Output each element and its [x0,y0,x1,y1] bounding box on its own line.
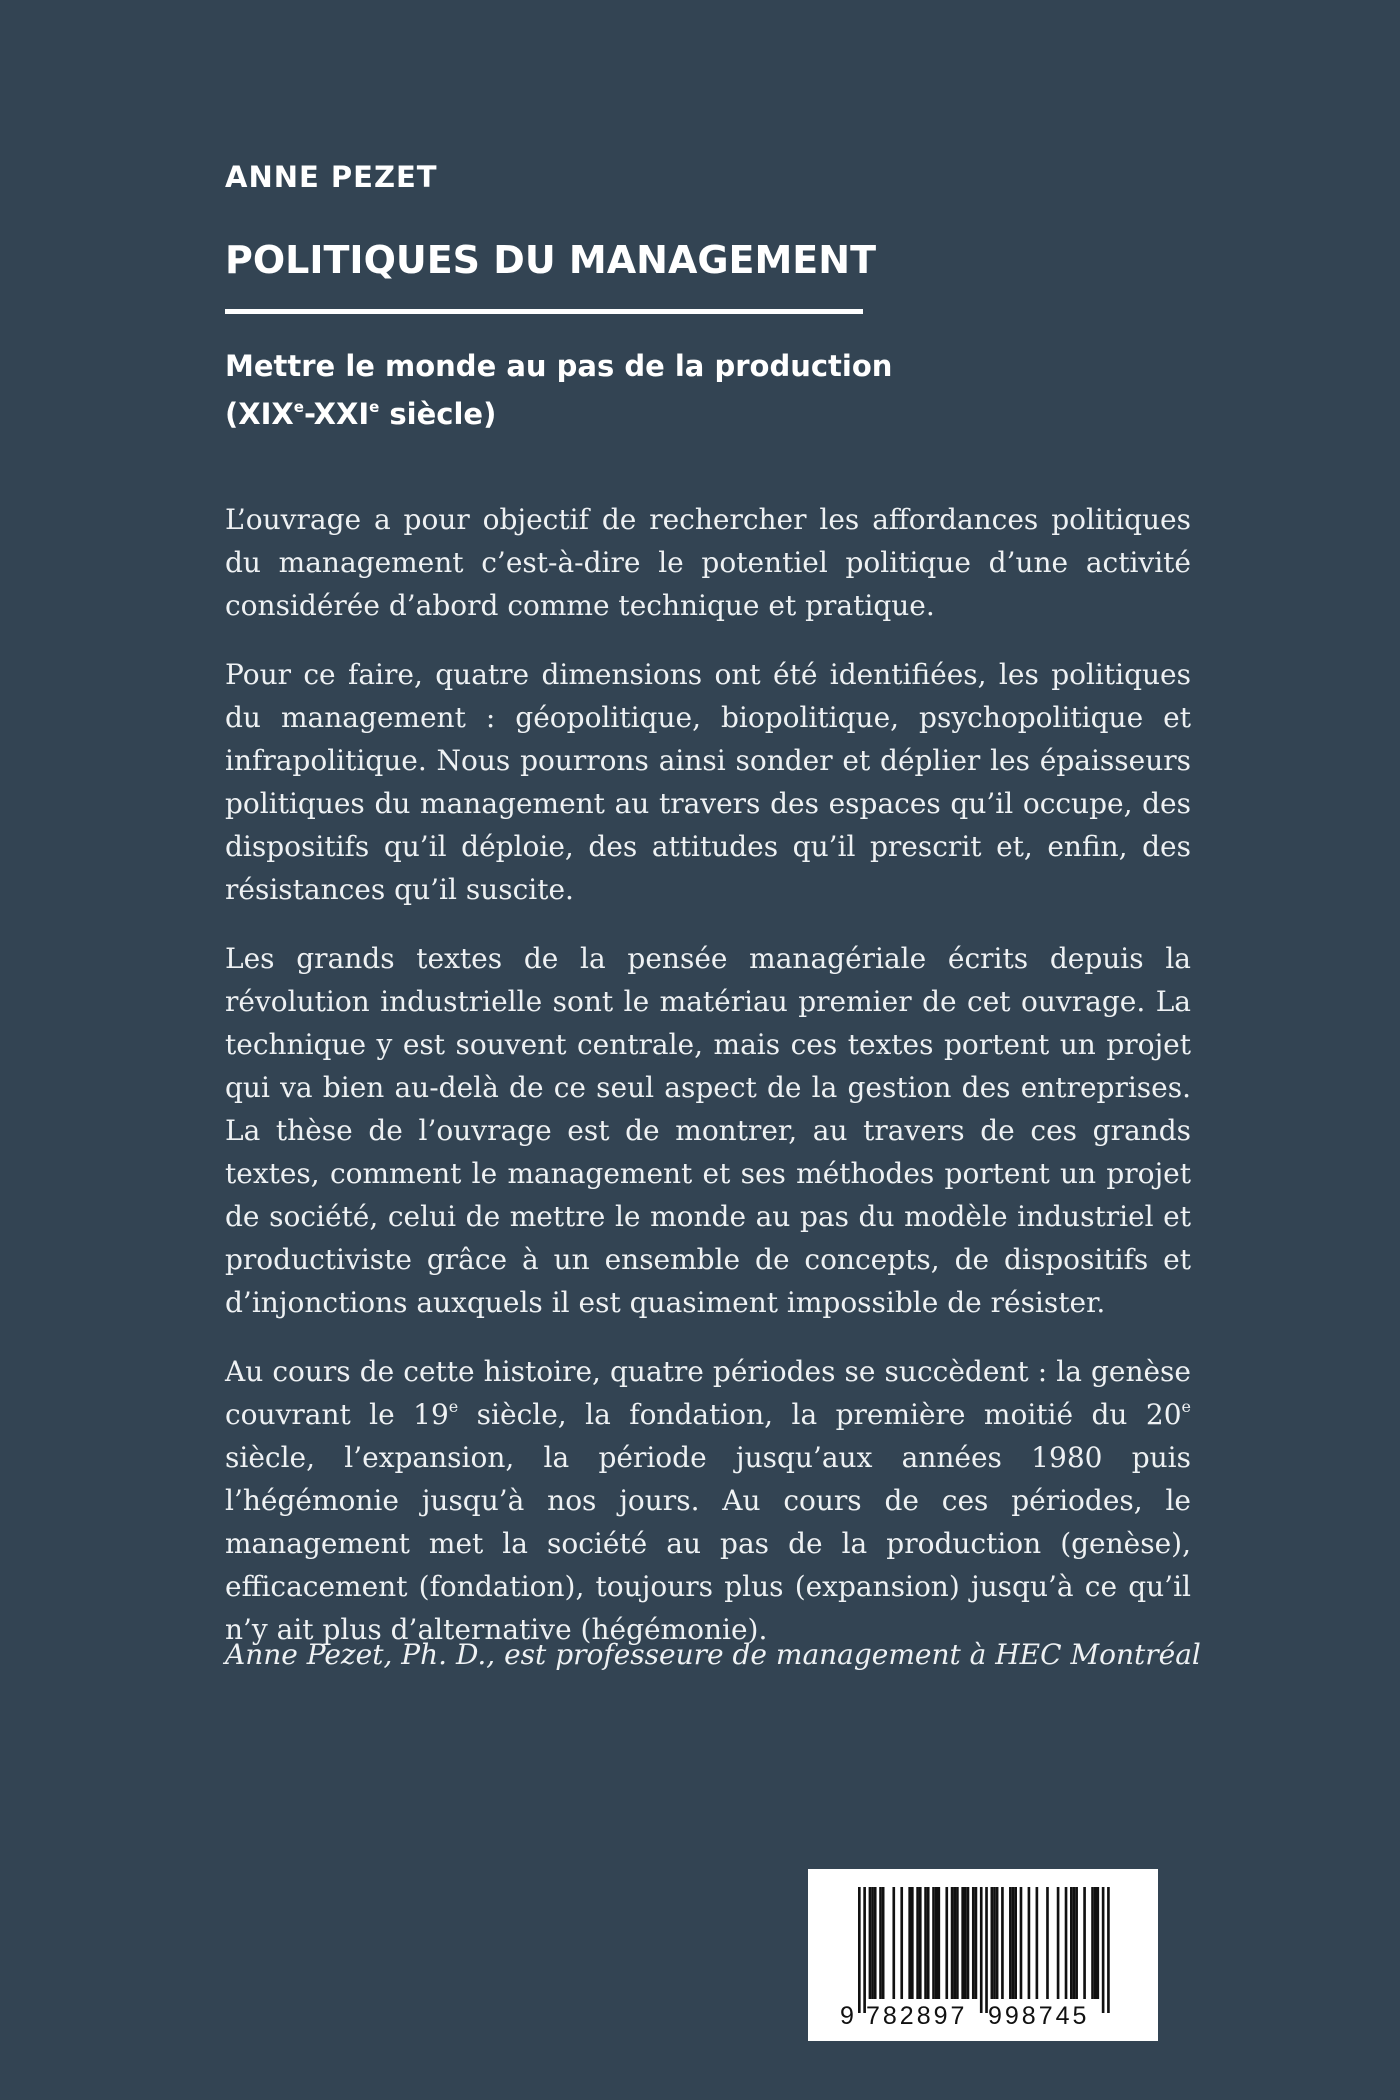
barcode-bar [993,1887,996,1999]
barcode-bar [985,1887,988,2013]
barcode-bar [927,1887,930,1999]
barcode-bar [911,1887,914,1999]
barcode-bar [991,1887,994,1999]
book-title: POLITIQUES DU MANAGEMENT [225,238,876,282]
blurb-paragraph-3: Les grands textes de la pensée managériale écrits depuis la révolution industrielle sont le matériau premier de cet ouvrage. La technique y est souvent centrale, mais ces textes portent un projet qui va bien au-delà de ce seul aspect de la gestion des entreprises. La thèse de l’ouvrage est de montrer, au travers de ces grands textes, comment le management et ses méthodes portent un projet de société, celui de mettre le monde au pas du modèle industriel et productiviste grâce à un ensemble de concepts, de dispositifs et d’injonctions auxquels il est quasiment impossible de résister. [225,942,1191,1319]
title-underline [225,309,863,314]
barcode-bar [919,1887,922,1999]
barcode-bar [1107,1887,1110,2013]
barcode-bar [1070,1887,1073,1999]
barcode-bar [1094,1887,1097,1999]
barcode-bar [1057,1887,1060,1999]
book-subtitle [225,342,892,438]
blurb-text [225,498,1191,1677]
author-name: ANNE PEZET [225,160,438,194]
barcode-bar [1102,1887,1105,2013]
barcode-bar [1073,1887,1076,1999]
barcode-bar [1075,1887,1078,1999]
barcode-bar [892,1887,895,1999]
barcode-bar [1083,1887,1086,1999]
barcode-bar [900,1887,903,1999]
barcode-bar [1036,1887,1039,1999]
barcode-bar [980,1887,983,2013]
barcode-bar [869,1887,872,1999]
blurb-paragraph-2: Pour ce faire, quatre dimensions ont été identifiées, les politiques du management : géopolitique, biopolitique, psychopolitique et infrapolitique. Nous pourrons ainsi sonder et déplier les épaisseurs politiques du management au travers des espaces qu’il occupe, des dispositifs qu’il déploie, des attitudes qu’il prescrit et, enfin, des résistances qu’il suscite. [225,658,1191,906]
isbn-barcode [808,1869,1158,2041]
barcode-bar [945,1887,948,1999]
barcode-bar [972,1887,975,1999]
isbn-group-right: 998745 [988,2002,1090,2030]
barcode-bar [879,1887,882,1999]
barcode-bar [1009,1887,1012,1999]
barcode-bar [932,1887,935,1999]
barcode-bar [953,1887,956,1999]
barcode-bar [1046,1887,1049,1999]
barcode-bar [967,1887,970,1999]
barcode-bar [956,1887,959,1999]
barcode-bar [1001,1887,1004,1999]
barcode-bar [1028,1887,1031,1999]
barcode-bar [1020,1887,1023,1999]
barcode-bar [858,1887,861,2013]
barcode-bar [975,1887,978,1999]
barcode-bar [874,1887,877,1999]
barcode-bar [1091,1887,1094,1999]
barcode-bar [938,1887,941,1999]
barcode-bar [961,1887,964,1999]
barcode-bar [1012,1887,1015,1999]
barcode-bar [951,1887,954,1999]
isbn-first-digit: 9 [840,2002,854,2030]
subtitle-line-1: Mettre le monde au pas de la production [225,349,893,383]
barcode-bar [935,1887,938,1999]
barcode-bar [964,1887,967,1999]
barcode-bar [924,1887,927,1999]
barcode-bar [996,1887,999,1999]
barcode-bar [916,1887,919,1999]
isbn-group-left: 782897 [866,2002,968,2030]
author-bio: Anne Pezet, Ph. D., est professeure de management à HEC Montréal [225,1638,1201,1671]
barcode-bars [808,1869,1158,2041]
barcode-bar [863,1887,866,2013]
barcode-bar [1065,1887,1068,1999]
barcode-bar [871,1887,874,1999]
barcode-bar [1014,1887,1017,1999]
blurb-paragraph-1: L’ouvrage a pour objectif de rechercher les affordances politiques du management c’est-à-dire le potentiel politique d’une activité considérée d’abord comme technique et pratique. [225,503,1191,622]
barcode-bar [882,1887,885,1999]
subtitle-line-2: (XIXe-XXIe siècle) [225,397,497,431]
blurb-paragraph-4: Au cours de cette histoire, quatre périodes se succèdent : la genèse couvrant le 19e siècle, la fondation, la première moitié du 20e siècle, l’expansion, la période jusqu’aux années 1980 puis l’hégémonie jusqu’à nos jours. Au cours de ces périodes, le management met la société au pas de la production (genèse), efficacement (fondation), toujours plus (expansion) jusqu’à ce qu’il n’y ait plus d’alternative (hégémonie). [225,1355,1191,1646]
barcode-bar [1097,1887,1100,1999]
barcode-bar [908,1887,911,1999]
